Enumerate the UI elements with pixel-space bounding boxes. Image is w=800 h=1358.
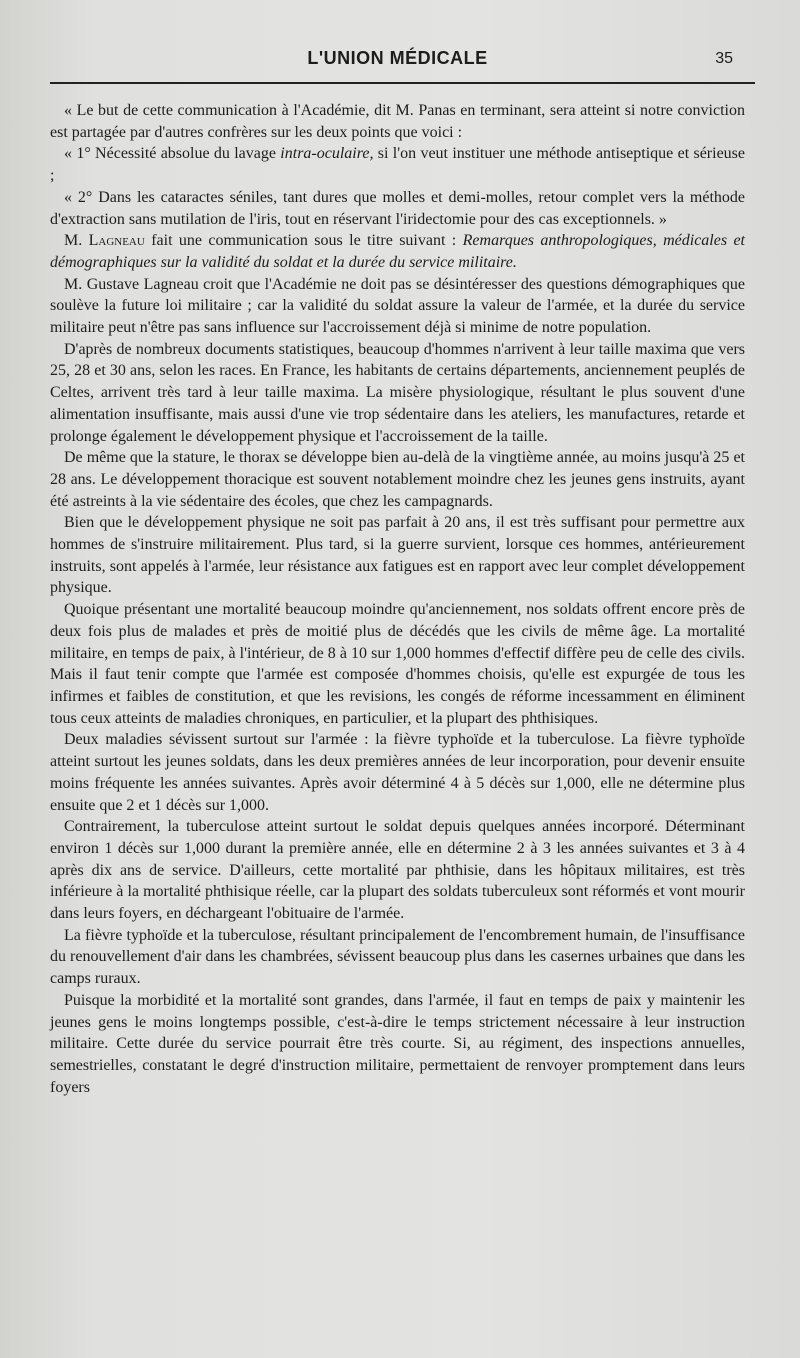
point-1-italic: intra-oculaire, <box>280 145 374 163</box>
article-body <box>50 100 745 1098</box>
lagneau-communication-title: Remarques anthropologiques, médicales et démographiques sur la validité du soldat et la durée du service militaire. <box>50 232 745 271</box>
paragraph-mortality: Quoique présentant une mortalité beaucoup moindre qu'anciennement, nos soldats offrent encore près de deux fois plus de malades et près de moitié plus de décédés que les civils de même âge. La mortalité militaire, en temps de paix, à l'intérieur, de 8 à 10 sur 1,000 hommes d'effectif diffère peu de celle des civils. Mais il faut tenir compte que l'armée est composée d'hommes choisis, qu'elle est expurgée de tous les infirmes et faibles de constitution, et que les revisions, les congés de réforme incessamment en éliminent tous ceux atteints de maladies chroniques, en particulier, et la plupart des phthisiques. <box>50 601 745 727</box>
paragraph-physical-development: Bien que le développement physique ne soit pas parfait à 20 ans, il est très suffisant pour permettre aux hommes de s'instruire militairement. Plus tard, si la guerre survient, lorsque ces hommes, antérieurement instruits, sont appelés à l'armée, leur résistance aux fatigues est en rapport avec leur complet développement physique. <box>50 514 745 597</box>
header-rule <box>50 82 755 84</box>
lagneau-name: Lagneau <box>88 232 145 250</box>
page-number: 35 <box>715 50 733 67</box>
paragraph-point-2: « 2° Dans les cataractes séniles, tant dures que molles et demi-molles, retour complet vers la méthode d'extraction sans mutilation de l'iris, tout en réservant l'iridectomie pour des cas exceptionnels. » <box>50 188 745 228</box>
paragraph-point-1 <box>50 143 745 186</box>
paragraph-quote-intro: « Le but de cette communication à l'Académie, dit M. Panas en terminant, sera atteint si notre conviction est partagée par d'autres confrères sur les deux points que voici : <box>50 102 745 141</box>
lagneau-middle: fait une communication sous le titre suivant : <box>144 232 463 250</box>
paragraph-service-duration: Puisque la morbidité et la mortalité sont grandes, dans l'armée, il faut en temps de paix y maintenir les jeunes gens le moins longtemps possible, c'est-à-dire le temps strictement nécessaire à leur instruction militaire. Cette durée du service pourrait être très courte. Si, au régiment, des inspections annuelles, semestrielles, constatant le degré d'instruction militaire, permettaient de renvoyer promptement dans leurs foyers <box>50 991 745 1096</box>
paragraph-lagneau-title <box>50 230 745 273</box>
running-title: L'UNION MÉDICALE <box>307 48 488 68</box>
paragraph-statistics: D'après de nombreux documents statistiques, beaucoup d'hommes n'arrivent à leur taille maxima que vers 25, 28 et 30 ans, selon les races. En France, les habitants de certains départements, anciennement peuplés de Celtes, arrivent très tard à leur taille maxima. La misère physiologique, résultant le plus souvent d'une alimentation insuffisante, mais aussi d'une vie trop sédentaire dans les ateliers, les manufactures, retarde et prolonge également le développement physique et l'accroissement de la taille. <box>50 340 745 445</box>
running-header <box>50 40 745 78</box>
paragraph-demography: M. Gustave Lagneau croit que l'Académie ne doit pas se désintéresser des questions démographiques que soulève la future loi militaire ; car la validité du soldat assure la valeur de l'armée, et la durée du service militaire peut n'être pas sans influence sur l'accroissement déjà si minime de notre population. <box>50 275 745 337</box>
paragraph-thorax: De même que la stature, le thorax se développe bien au-delà de la vingtième année, au moins jusqu'à 25 et 28 ans. Le développement thoracique est souvent notablement moindre chez les jeunes gens instruits, ayant été astreints à la vie sédentaire des écoles, que chez les campagnards. <box>50 449 745 510</box>
paragraph-crowding: La fièvre typhoïde et la tuberculose, résultant principalement de l'encombrement humain, de l'insuffisance du renouvellement d'air dans les chambrées, sévissent beaucoup plus dans les casernes urbaines que dans les camps ruraux. <box>50 926 745 988</box>
point-1-text-a: « 1° Nécessité absolue du lavage <box>64 145 281 163</box>
point-1-text-b: si l'on veut instituer une méthode antiseptique et sérieuse ; <box>50 145 745 185</box>
lagneau-prefix: M. <box>64 232 89 250</box>
paragraph-two-diseases: Deux maladies sévissent surtout sur l'armée : la fièvre typhoïde et la tuberculose. La fièvre typhoïde atteint surtout les jeunes soldats, dans les deux premières années de leur incorporation, pour devenir ensuite moins fréquente les années suivantes. Après avoir déterminé 4 à 5 décès sur 1,000, elle ne détermine plus ensuite que 2 et 1 décès sur 1,000. <box>50 731 745 814</box>
paragraph-tuberculosis: Contrairement, la tuberculose atteint surtout le soldat depuis quelques années incorporé. Déterminant environ 1 décès sur 1,000 durant la première année, elle en détermine 2 à 3 les années suivantes et 3 à 4 après dix ans de service. D'ailleurs, cette mortalité par phthisie, dans les hôpitaux militaires, est très inférieure à la mortalité phthisique réelle, car la plupart des soldats tuberculeux sont réformés et vont mourir dans leurs foyers, en déchargeant l'obituaire de l'armée. <box>50 818 745 923</box>
